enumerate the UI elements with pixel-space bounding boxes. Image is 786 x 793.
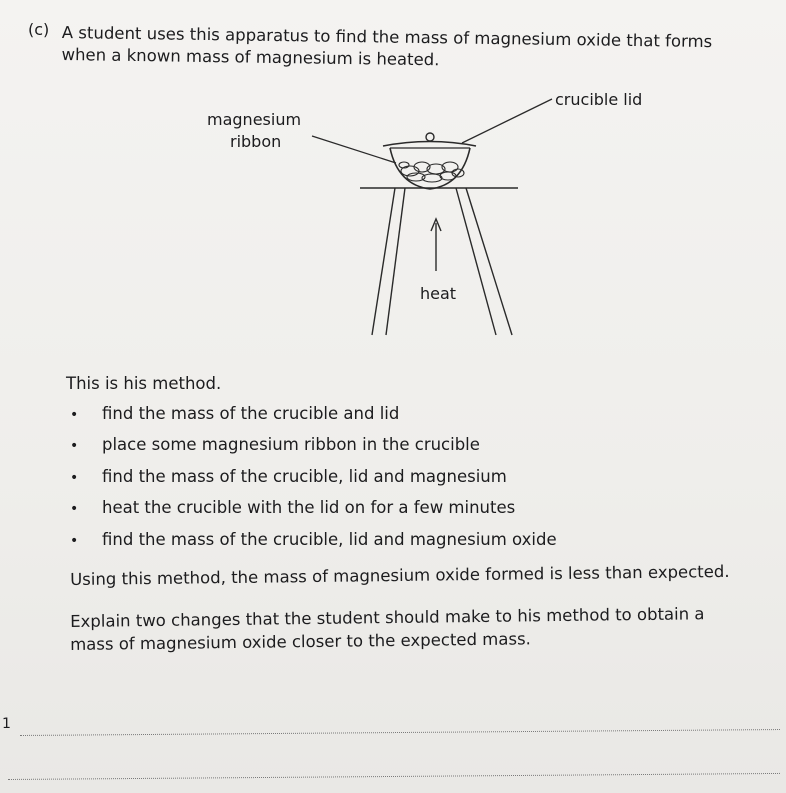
crucible-lid-label: crucible lid [555, 90, 643, 109]
task-line-2: mass of magnesium oxide closer to the expected mass. [70, 629, 531, 654]
answer-line-2[interactable] [8, 773, 780, 780]
method-step-text: find the mass of the crucible and lid [102, 404, 400, 423]
method-step-text: find the mass of the crucible, lid and magnesium oxide [102, 530, 557, 549]
method-step-text: find the mass of the crucible, lid and magnesium [102, 467, 507, 486]
bullet: • [70, 470, 79, 486]
answer-line-number: 1 [2, 716, 11, 732]
bullet: • [70, 533, 79, 549]
apparatus-diagram [200, 85, 660, 359]
bullet: • [70, 501, 79, 517]
magnesium-label-line-2: ribbon [230, 132, 282, 151]
method-step [70, 404, 399, 423]
question-intro-line-2: when a known mass of magnesium is heated. [61, 44, 440, 70]
bullet: • [70, 438, 79, 454]
method-step [70, 498, 515, 517]
crucible-lid [383, 142, 476, 147]
task-line-1: Explain two changes that the student should make to his method to obtain a [70, 604, 705, 631]
tripod-leg-left-inner [386, 188, 405, 335]
magnesium-coils [399, 162, 464, 182]
method-step [70, 530, 557, 549]
method-step [70, 435, 480, 454]
magnesium-label-line-1: magnesium [207, 110, 302, 129]
tripod-leg-right-inner [456, 188, 496, 335]
heat-label: heat [420, 284, 457, 303]
tripod-leg-left-outer [372, 188, 395, 335]
answer-line-1[interactable] [20, 729, 780, 736]
method-step-text: heat the crucible with the lid on for a few minutes [102, 498, 516, 517]
magnesium-leader-line [312, 136, 396, 163]
question-intro [61, 22, 742, 75]
tripod-leg-right-outer [466, 188, 512, 335]
method-step-text: place some magnesium ribbon in the crucible [102, 435, 480, 454]
method-heading: This is his method. [66, 374, 222, 393]
question-label: (c) [28, 20, 50, 39]
lid-leader-line [462, 99, 552, 143]
lid-knob [426, 133, 434, 141]
method-step [70, 467, 507, 486]
observation-text: Using this method, the mass of magnesium oxide formed is less than expected. [70, 561, 730, 589]
bullet: • [70, 407, 79, 423]
question-intro-line-1: A student uses this apparatus to find the mass of magnesium oxide that forms [61, 22, 713, 52]
